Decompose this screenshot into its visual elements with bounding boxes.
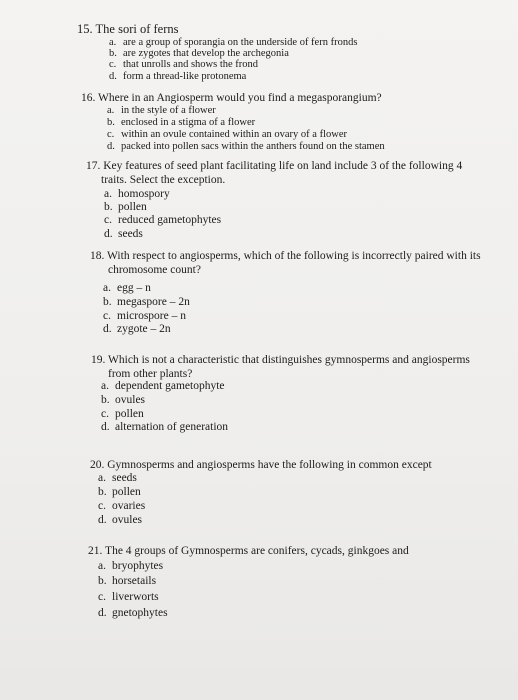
question-stem-line-1: 18. With respect to angiosperms, which of the following is incorrectly paired with its: [90, 250, 481, 262]
option-b[interactable]: b. enclosed in a stigma of a flower: [107, 117, 256, 128]
option-d[interactable]: d. ovules: [98, 514, 143, 526]
option-d[interactable]: d. form a thread-like protonema: [109, 71, 247, 82]
option-b[interactable]: b. are zygotes that develop the archegonia: [109, 48, 289, 59]
option-a[interactable]: a. dependent gametophyte: [101, 380, 225, 392]
question-stem-line-1: 19. Which is not a characteristic that distinguishes gymnosperms and angiosperms: [91, 354, 470, 366]
option-c[interactable]: c. pollen: [101, 408, 144, 420]
question-stem-line-2: from other plants?: [108, 368, 193, 380]
option-d[interactable]: d. zygote – 2n: [103, 323, 171, 335]
option-d[interactable]: d. gnetophytes: [98, 607, 168, 619]
option-b[interactable]: b. horsetails: [98, 575, 157, 587]
option-b[interactable]: b. pollen: [98, 486, 141, 498]
option-a[interactable]: a. in the style of a flower: [107, 105, 216, 116]
option-b[interactable]: b. megaspore – 2n: [103, 296, 190, 308]
question-stem-line-2: chromosome count?: [108, 264, 201, 276]
option-a[interactable]: a. seeds: [98, 472, 137, 484]
option-c[interactable]: c. reduced gametophytes: [104, 214, 222, 226]
question-stem-line-1: 17. Key features of seed plant facilitating life on land include 3 of the following 4: [86, 160, 463, 172]
option-c[interactable]: c. within an ovule contained within an ovary of a flower: [107, 129, 347, 140]
option-c[interactable]: c. microspore – n: [103, 310, 186, 322]
option-b[interactable]: b. ovules: [101, 394, 146, 406]
option-a[interactable]: a. bryophytes: [98, 560, 164, 572]
option-a[interactable]: a. egg – n: [103, 282, 151, 294]
option-c[interactable]: c. that unrolls and shows the frond: [109, 59, 259, 70]
option-c[interactable]: c. ovaries: [98, 500, 146, 512]
option-a[interactable]: a. homospory: [104, 188, 170, 200]
question-stem: 21. The 4 groups of Gymnosperms are conifers, cycads, ginkgoes and: [88, 545, 409, 557]
option-d[interactable]: d. packed into pollen sacs within the anthers found on the stamen: [107, 141, 385, 152]
option-a[interactable]: a. are a group of sporangia on the underside of fern fronds: [109, 37, 358, 48]
option-d[interactable]: d. seeds: [104, 228, 143, 240]
question-stem: 16. Where in an Angiosperm would you find a megasporangium?: [81, 92, 382, 104]
question-stem: 20. Gymnosperms and angiosperms have the following in common except: [90, 459, 432, 471]
option-b[interactable]: b. pollen: [104, 201, 147, 213]
option-d[interactable]: d. alternation of generation: [101, 421, 229, 433]
option-c[interactable]: c. liverworts: [98, 591, 159, 603]
question-stem-line-2: traits. Select the exception.: [101, 174, 226, 186]
question-stem: 15. The sori of ferns: [77, 22, 179, 36]
